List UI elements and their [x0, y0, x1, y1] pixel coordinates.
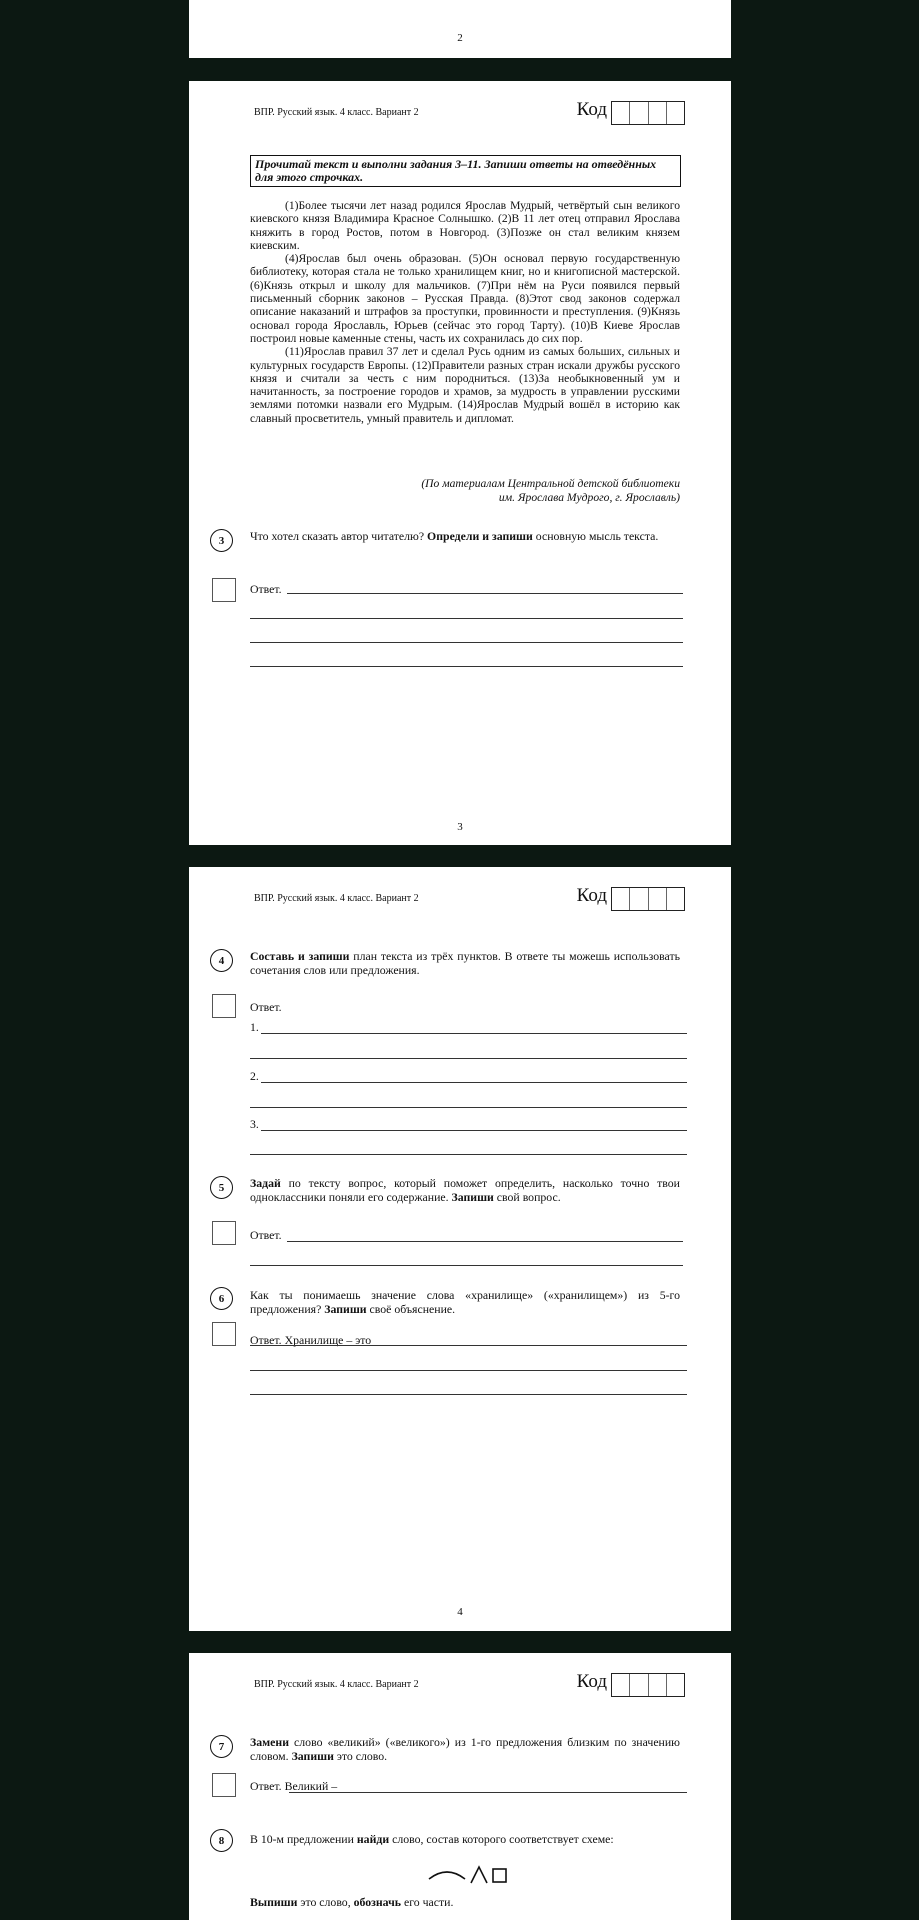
page-3 — [189, 81, 731, 845]
score-box-3 — [212, 578, 236, 602]
suffix-icon — [471, 1867, 487, 1883]
answer-prefill-6: Хранилище – это — [284, 1333, 372, 1347]
word-scheme-icon — [427, 1861, 517, 1887]
source-line-2: им. Ярослава Мудрого, г. Ярославль) — [498, 491, 680, 504]
kod-input-box[interactable] — [611, 1673, 685, 1697]
page-number: 2 — [457, 32, 463, 44]
question-8-number: 8 — [210, 1829, 233, 1852]
question-5-number: 5 — [210, 1176, 233, 1199]
answer-line[interactable] — [261, 1130, 687, 1131]
page-5 — [189, 1653, 731, 1920]
score-box-4 — [212, 994, 236, 1018]
kod-label: Код — [576, 885, 607, 906]
reading-text — [250, 199, 680, 425]
answer-line[interactable] — [250, 642, 683, 643]
page-2 — [189, 0, 731, 58]
answer-label-4: Ответ. — [250, 1000, 282, 1014]
question-7-number: 7 — [210, 1735, 233, 1758]
answer-line[interactable] — [250, 666, 683, 667]
answer-line[interactable] — [250, 1265, 683, 1266]
answer-line[interactable] — [287, 1241, 683, 1242]
question-7-text: Замени слово «великий» («великого») из 1-го предложения близким по значению словом. Запиши это слово. — [250, 1735, 680, 1763]
page-number: 4 — [457, 1606, 463, 1618]
answer-line[interactable] — [261, 1033, 687, 1034]
instruction-box: Прочитай текст и выполни задания 3–11. Запиши ответы на отведённых для этого строчках. — [250, 155, 681, 187]
answer-label-7: Ответ. Великий – — [250, 1779, 338, 1793]
answer-label-6: Ответ. Хранилище – это — [250, 1333, 372, 1347]
kod-label: Код — [576, 1671, 607, 1692]
plan-item-1: 1. — [250, 1020, 259, 1034]
paragraph-2: (4)Ярослав был очень образован. (5)Он основал первую государственную библиотеку, которая стала не только хранилищем книг, но и книгописной мастерской. (6)Князь открыл и школу для мальчиков. (7)При нём на Руси появился первый письменный сборник законов – Русская Правда. (8)Этот свод законов содержал описание наказаний и штрафов за проступки, провинности и преступления. (9)Князь основал города Ярославль, Юрьев (сейчас это город Тарту). (10)В Киеве Ярослав построил новые каменные стены, часть их сохранилась до сих пор. — [250, 252, 680, 345]
source-line-1: (По материалам Центральной детской библиотеки — [421, 477, 680, 490]
kod-label: Код — [576, 99, 607, 120]
answer-line[interactable] — [250, 1058, 687, 1059]
plan-item-2: 2. — [250, 1069, 259, 1083]
answer-label-5: Ответ. — [250, 1228, 282, 1242]
question-5-text: Задай по тексту вопрос, который поможет определить, насколько точно твои одноклассники поняли его содержание. Запиши свой вопрос. — [250, 1176, 680, 1204]
question-4-number: 4 — [210, 949, 233, 972]
ending-icon — [493, 1869, 506, 1882]
question-4-text: Составь и запиши план текста из трёх пунктов. В ответе ты можешь использовать сочетания слов или предложения. — [250, 949, 680, 977]
plan-item-3: 3. — [250, 1117, 259, 1131]
kod-input-box[interactable] — [611, 101, 685, 125]
question-8-text: В 10-м предложении найди слово, состав которого соответствует схеме: — [250, 1832, 614, 1846]
answer-label-3: Ответ. — [250, 582, 282, 596]
answer-line[interactable] — [289, 1792, 687, 1793]
score-box-5 — [212, 1221, 236, 1245]
question-3-number: 3 — [210, 529, 233, 552]
score-box-6 — [212, 1322, 236, 1346]
page-4 — [189, 867, 731, 1631]
answer-line[interactable] — [250, 618, 683, 619]
page-header: ВПР. Русский язык. 4 класс. Вариант 2 — [254, 1679, 419, 1690]
page-header: ВПР. Русский язык. 4 класс. Вариант 2 — [254, 107, 419, 118]
page-header: ВПР. Русский язык. 4 класс. Вариант 2 — [254, 893, 419, 904]
question-6-number: 6 — [210, 1287, 233, 1310]
page-number: 3 — [457, 821, 463, 833]
answer-line[interactable] — [287, 593, 683, 594]
question-8-instruction: Выпиши это слово, обозначь его части. — [250, 1895, 454, 1909]
paragraph-1: (1)Более тысячи лет назад родился Ярослав Мудрый, четвёртый сын великого киевского князя Владимира Красное Солнышко. (2)В 11 лет отец отправил Ярослава княжить в город Ростов, потом в Новгород. (3)Позже он стал великим князем киевским. — [250, 199, 680, 252]
answer-line[interactable] — [250, 1107, 687, 1108]
answer-line[interactable] — [261, 1082, 687, 1083]
question-6-text: Как ты понимаешь значение слова «хранилище» («хранилищем») из 5-го предложения? Запиши своё объяснение. — [250, 1288, 680, 1316]
root-arc-icon — [429, 1872, 465, 1879]
kod-input-box[interactable] — [611, 887, 685, 911]
answer-prefill-7: Великий – — [284, 1779, 338, 1793]
score-box-7 — [212, 1773, 236, 1797]
answer-line[interactable] — [250, 1394, 687, 1395]
answer-line[interactable] — [250, 1370, 687, 1371]
question-3-text: Что хотел сказать автор читателю? Определи и запиши основную мысль текста. — [250, 529, 659, 543]
paragraph-3: (11)Ярослав правил 37 лет и сделал Русь одним из самых больших, сильных и культурных государств Европы. (12)Правители разных стран искали дружбы русского князя и считали за честь с ним породниться. (13)За необыкновенный ум и начитанность, за построение городов и храмов, за мудрость в управлении русскими землями потомки назвали его Мудрым. (14)Ярослав Мудрый вошёл в историю как славный просветитель, умный правитель и дипломат. — [250, 345, 680, 425]
answer-line[interactable] — [250, 1154, 687, 1155]
answer-line[interactable] — [250, 1345, 687, 1346]
